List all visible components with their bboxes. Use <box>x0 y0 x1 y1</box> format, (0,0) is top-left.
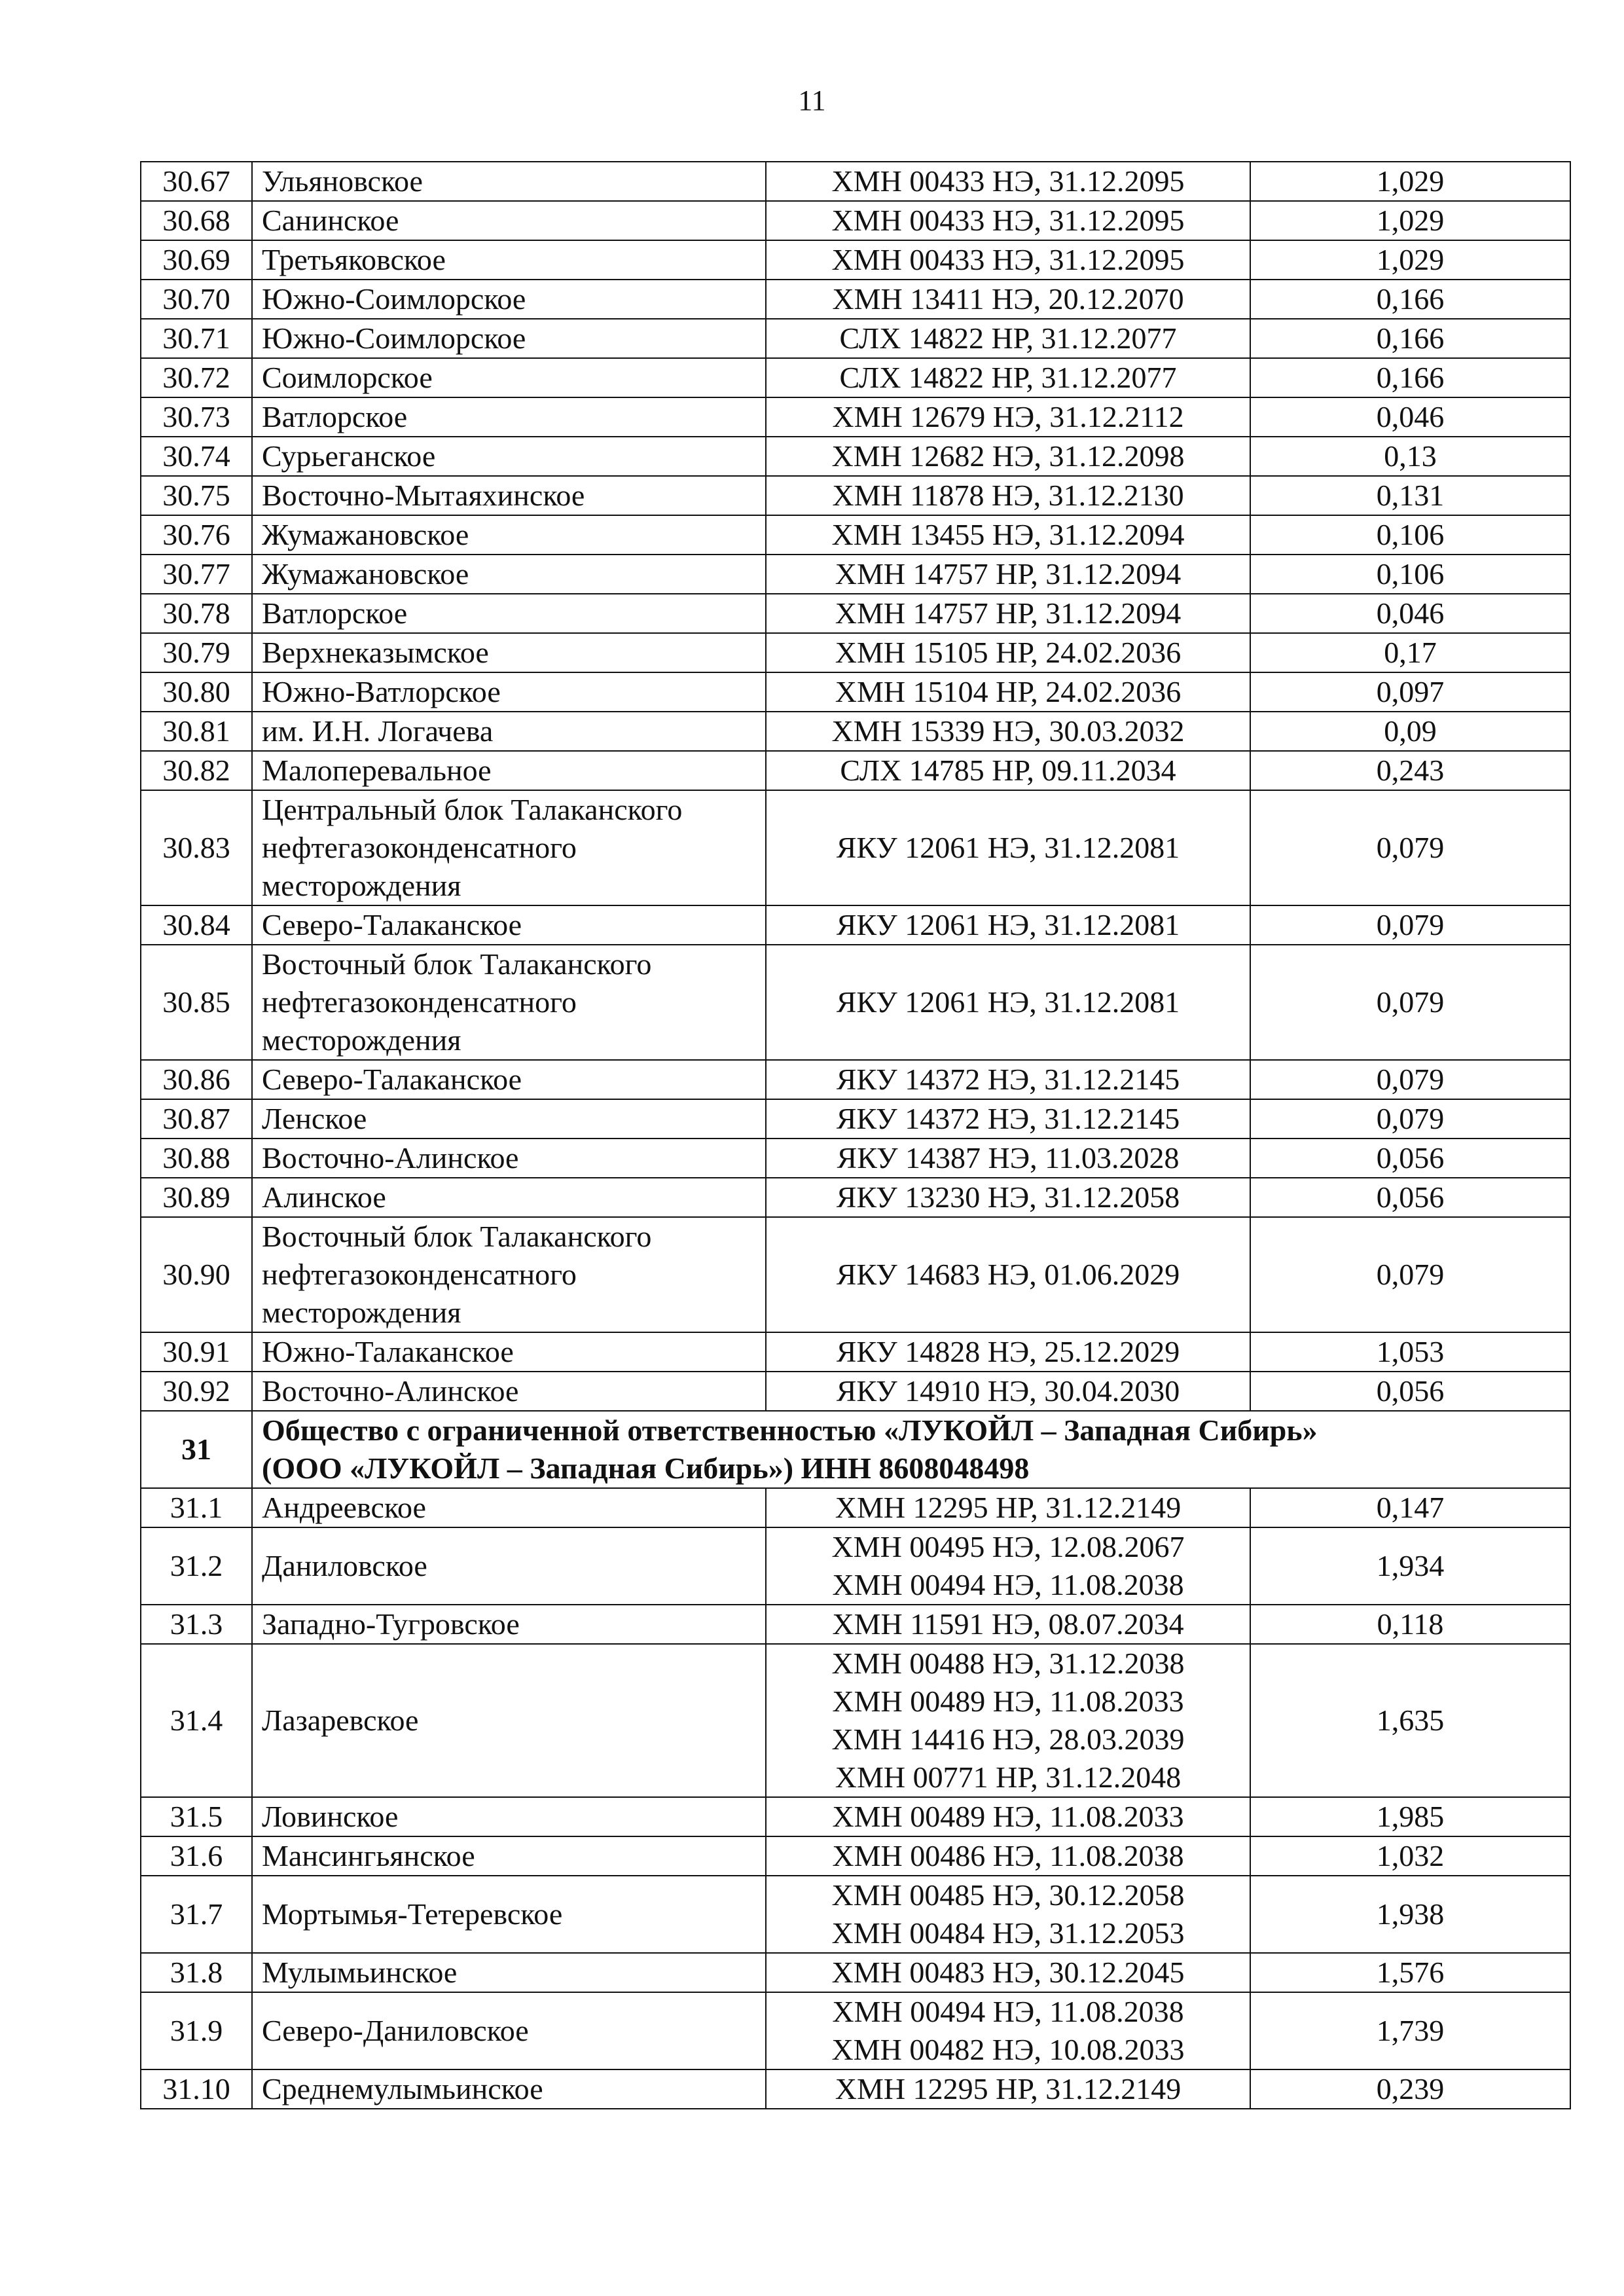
coefficient-value: 1,985 <box>1250 1797 1570 1836</box>
deposit-name-line: Северо-Талаканское <box>262 1063 522 1096</box>
table-row <box>141 1139 1570 1178</box>
license-number: ЯКУ 12061 НЭ, 31.12.2081 <box>836 985 1180 1019</box>
license-number: ЯКУ 14372 НЭ, 31.12.2145 <box>836 1102 1180 1135</box>
table-row <box>141 672 1570 712</box>
license-number: ХМН 12679 НЭ, 31.12.2112 <box>832 400 1184 433</box>
row-number: 30.72 <box>141 358 252 397</box>
deposit-name-line: Восточно-Алинское <box>262 1374 519 1408</box>
deposit-name <box>252 712 766 751</box>
license-cell <box>766 1876 1250 1953</box>
coefficient-value: 1,938 <box>1250 1876 1570 1953</box>
license-number: ЯКУ 14683 НЭ, 01.06.2029 <box>836 1258 1180 1291</box>
organization-line: (ООО «ЛУКОЙЛ – Западная Сибирь») ИНН 8608048498 <box>262 1451 1030 1485</box>
license-number: СЛХ 14822 НР, 31.12.2077 <box>839 361 1177 394</box>
table-row <box>141 790 1570 905</box>
coefficient-value: 0,131 <box>1250 476 1570 515</box>
deposit-name-line: нефтегазоконденсатного <box>262 985 577 1019</box>
deposit-name-line: Соимлорское <box>262 361 433 394</box>
license-number: ЯКУ 14910 НЭ, 30.04.2030 <box>836 1374 1180 1408</box>
coefficient-value: 0,079 <box>1250 945 1570 1060</box>
table-row <box>141 319 1570 358</box>
deposit-name-line: Санинское <box>262 204 399 237</box>
table-row <box>141 476 1570 515</box>
deposit-name-line: Южно-Соимлорское <box>262 282 526 316</box>
deposit-name-line: Мулымьинское <box>262 1956 458 1989</box>
deposit-name <box>252 2069 766 2109</box>
license-number: ХМН 00486 НЭ, 11.08.2038 <box>832 1839 1184 1872</box>
coefficient-value: 0,046 <box>1250 594 1570 633</box>
table-row <box>141 1060 1570 1099</box>
license-number: ХМН 00433 НЭ, 31.12.2095 <box>831 243 1185 276</box>
license-number: ХМН 00485 НЭ, 30.12.2058 <box>831 1878 1185 1912</box>
license-number: ХМН 11591 НЭ, 08.07.2034 <box>832 1607 1184 1641</box>
license-number: ХМН 00433 НЭ, 31.12.2095 <box>831 204 1185 237</box>
deposit-name <box>252 1992 766 2069</box>
deposit-name-line: Западно-Тугровское <box>262 1607 520 1641</box>
license-number: ХМН 12295 НР, 31.12.2149 <box>835 2072 1182 2105</box>
table-row <box>141 2069 1570 2109</box>
coefficient-value: 0,243 <box>1250 751 1570 790</box>
deposit-name <box>252 1797 766 1836</box>
row-number: 31.10 <box>141 2069 252 2109</box>
row-number: 31.5 <box>141 1797 252 1836</box>
deposit-name <box>252 1217 766 1332</box>
row-number: 30.78 <box>141 594 252 633</box>
license-cell <box>766 1836 1250 1876</box>
license-number: ХМН 00494 НЭ, 11.08.2038 <box>832 1568 1184 1601</box>
coefficient-value: 1,053 <box>1250 1332 1570 1372</box>
row-number: 30.67 <box>141 162 252 201</box>
deposit-name <box>252 162 766 201</box>
coefficient-value: 0,106 <box>1250 515 1570 555</box>
organization-row <box>141 1411 1570 1488</box>
license-number: ХМН 00488 НЭ, 31.12.2038 <box>831 1647 1185 1680</box>
license-cell <box>766 1992 1250 2069</box>
row-number: 31.3 <box>141 1605 252 1644</box>
license-cell <box>766 905 1250 945</box>
license-number: ХМН 00483 НЭ, 30.12.2045 <box>831 1956 1185 1989</box>
row-number: 30.88 <box>141 1139 252 1178</box>
row-number: 30.81 <box>141 712 252 751</box>
coefficient-value: 0,166 <box>1250 319 1570 358</box>
table-row <box>141 945 1570 1060</box>
organization-line: Общество с ограниченной ответственностью «ЛУКОЙЛ – Западная Сибирь» <box>262 1413 1318 1447</box>
table-row <box>141 1876 1570 1953</box>
row-number: 30.89 <box>141 1178 252 1217</box>
table-row <box>141 1605 1570 1644</box>
row-number: 30.74 <box>141 437 252 476</box>
deposit-name-line: месторождения <box>262 1296 461 1329</box>
deposit-name-line: Среднемулымьинское <box>262 2072 543 2105</box>
deposit-name-line: Восточно-Алинское <box>262 1141 519 1175</box>
row-number: 30.68 <box>141 201 252 240</box>
license-number: СЛХ 14822 НР, 31.12.2077 <box>839 321 1177 355</box>
license-number: ЯКУ 14828 НЭ, 25.12.2029 <box>836 1335 1180 1368</box>
row-number: 30.84 <box>141 905 252 945</box>
deposit-name-line: Восточно-Мытаяхинское <box>262 479 585 512</box>
license-cell <box>766 1644 1250 1797</box>
table-row <box>141 240 1570 280</box>
row-number: 30.83 <box>141 790 252 905</box>
row-number: 30.80 <box>141 672 252 712</box>
deposit-name-line: Верхнеказымское <box>262 636 489 669</box>
license-number: ЯКУ 14372 НЭ, 31.12.2145 <box>836 1063 1180 1096</box>
deposit-name <box>252 672 766 712</box>
deposit-name <box>252 1178 766 1217</box>
coefficient-value: 0,079 <box>1250 905 1570 945</box>
table-row <box>141 633 1570 672</box>
table-row <box>141 1797 1570 1836</box>
license-cell <box>766 515 1250 555</box>
row-number: 30.92 <box>141 1372 252 1411</box>
row-number: 31.9 <box>141 1992 252 2069</box>
row-number: 31.4 <box>141 1644 252 1797</box>
deposit-name <box>252 280 766 319</box>
license-number: ХМН 15104 НР, 24.02.2036 <box>835 675 1182 708</box>
license-number: ХМН 00494 НЭ, 11.08.2038 <box>832 1995 1184 2028</box>
coefficient-value: 0,097 <box>1250 672 1570 712</box>
license-number: ХМН 00482 НЭ, 10.08.2033 <box>831 2033 1185 2066</box>
license-cell <box>766 437 1250 476</box>
table-row <box>141 712 1570 751</box>
license-number: ХМН 11878 НЭ, 31.12.2130 <box>832 479 1184 512</box>
deposit-name <box>252 476 766 515</box>
license-cell <box>766 476 1250 515</box>
deposit-name <box>252 1953 766 1992</box>
deposit-name <box>252 555 766 594</box>
table-row <box>141 201 1570 240</box>
license-cell <box>766 945 1250 1060</box>
row-number: 30.79 <box>141 633 252 672</box>
deposit-name <box>252 905 766 945</box>
row-number: 30.70 <box>141 280 252 319</box>
row-number: 30.71 <box>141 319 252 358</box>
table-row <box>141 1836 1570 1876</box>
coefficient-value: 0,056 <box>1250 1139 1570 1178</box>
deposits-table <box>140 161 1571 2109</box>
row-number: 30.91 <box>141 1332 252 1372</box>
deposit-name-line: Ульяновское <box>262 164 423 198</box>
license-cell <box>766 1217 1250 1332</box>
deposit-name-line: месторождения <box>262 869 461 902</box>
deposit-name <box>252 633 766 672</box>
deposit-name-line: Мансингьянское <box>262 1839 475 1872</box>
deposit-name <box>252 1372 766 1411</box>
row-number: 30.86 <box>141 1060 252 1099</box>
license-cell <box>766 240 1250 280</box>
license-number: ХМН 00489 НЭ, 11.08.2033 <box>832 1800 1184 1833</box>
deposit-name-line: Южно-Талаканское <box>262 1335 514 1368</box>
row-number: 31 <box>141 1411 252 1488</box>
license-number: СЛХ 14785 НР, 09.11.2034 <box>840 754 1176 787</box>
deposit-name <box>252 1644 766 1797</box>
license-cell <box>766 633 1250 672</box>
license-number: ХМН 00433 НЭ, 31.12.2095 <box>831 164 1185 198</box>
row-number: 30.85 <box>141 945 252 1060</box>
license-cell <box>766 1797 1250 1836</box>
deposit-name <box>252 1060 766 1099</box>
deposit-name <box>252 1332 766 1372</box>
deposit-name-line: Андреевское <box>262 1491 426 1524</box>
deposit-name-line: Жумажановское <box>262 518 469 551</box>
table-row <box>141 515 1570 555</box>
row-number: 30.73 <box>141 397 252 437</box>
table-row <box>141 437 1570 476</box>
license-cell <box>766 1099 1250 1139</box>
table-row <box>141 751 1570 790</box>
coefficient-value: 0,046 <box>1250 397 1570 437</box>
row-number: 31.7 <box>141 1876 252 1953</box>
license-cell <box>766 1178 1250 1217</box>
deposit-name-line: Ватлорское <box>262 400 408 433</box>
deposit-name-line: нефтегазоконденсатного <box>262 1258 577 1291</box>
license-cell <box>766 790 1250 905</box>
row-number: 30.87 <box>141 1099 252 1139</box>
table-row <box>141 905 1570 945</box>
license-number: ХМН 13455 НЭ, 31.12.2094 <box>831 518 1185 551</box>
deposit-name-line: Центральный блок Талаканского <box>262 793 683 826</box>
page-number: 11 <box>798 84 826 117</box>
coefficient-value: 1,029 <box>1250 162 1570 201</box>
license-number: ХМН 15105 НР, 24.02.2036 <box>835 636 1182 669</box>
coefficient-value: 0,079 <box>1250 790 1570 905</box>
coefficient-value: 0,056 <box>1250 1372 1570 1411</box>
deposit-name <box>252 1099 766 1139</box>
license-cell <box>766 1332 1250 1372</box>
deposit-name <box>252 1605 766 1644</box>
deposit-name <box>252 790 766 905</box>
coefficient-value: 1,739 <box>1250 1992 1570 2069</box>
table-row <box>141 1644 1570 1797</box>
table-row <box>141 397 1570 437</box>
license-number: ХМН 00495 НЭ, 12.08.2067 <box>831 1530 1185 1563</box>
coefficient-value: 0,09 <box>1250 712 1570 751</box>
row-number: 31.6 <box>141 1836 252 1876</box>
license-cell <box>766 201 1250 240</box>
coefficient-value: 0,079 <box>1250 1099 1570 1139</box>
license-number: ЯКУ 12061 НЭ, 31.12.2081 <box>836 908 1180 941</box>
table-row <box>141 1372 1570 1411</box>
deposit-name-line: Северо-Даниловское <box>262 2014 529 2047</box>
deposit-name-line: Южно-Соимлорское <box>262 321 526 355</box>
deposit-name <box>252 240 766 280</box>
deposit-name <box>252 945 766 1060</box>
coefficient-value: 1,635 <box>1250 1644 1570 1797</box>
coefficient-value: 0,13 <box>1250 437 1570 476</box>
deposit-name <box>252 201 766 240</box>
license-number: ХМН 14757 НР, 31.12.2094 <box>835 596 1182 630</box>
deposit-name-line: Мортымья-Тетеревское <box>262 1897 563 1931</box>
row-number: 30.90 <box>141 1217 252 1332</box>
deposit-name <box>252 1836 766 1876</box>
license-cell <box>766 358 1250 397</box>
row-number: 31.1 <box>141 1488 252 1527</box>
deposit-name <box>252 751 766 790</box>
table-row <box>141 162 1570 201</box>
license-number: ХМН 00484 НЭ, 31.12.2053 <box>831 1916 1185 1950</box>
row-number: 30.77 <box>141 555 252 594</box>
license-cell <box>766 672 1250 712</box>
table-row <box>141 1488 1570 1527</box>
deposit-name-line: Ленское <box>262 1102 367 1135</box>
license-cell <box>766 594 1250 633</box>
deposit-name <box>252 397 766 437</box>
license-cell <box>766 162 1250 201</box>
organization-name <box>252 1411 1570 1488</box>
deposit-name <box>252 515 766 555</box>
coefficient-value: 0,166 <box>1250 280 1570 319</box>
table-row <box>141 555 1570 594</box>
row-number: 31.2 <box>141 1527 252 1605</box>
row-number: 30.75 <box>141 476 252 515</box>
license-cell <box>766 1372 1250 1411</box>
license-cell <box>766 751 1250 790</box>
license-cell <box>766 712 1250 751</box>
license-number: ЯКУ 12061 НЭ, 31.12.2081 <box>836 831 1180 864</box>
deposit-name <box>252 1488 766 1527</box>
coefficient-value: 0,147 <box>1250 1488 1570 1527</box>
license-number: ЯКУ 13230 НЭ, 31.12.2058 <box>836 1180 1180 1214</box>
license-cell <box>766 1139 1250 1178</box>
deposit-name <box>252 1527 766 1605</box>
row-number: 30.76 <box>141 515 252 555</box>
deposit-name-line: Третьяковское <box>262 243 446 276</box>
license-cell <box>766 1060 1250 1099</box>
license-cell <box>766 1605 1250 1644</box>
license-cell <box>766 319 1250 358</box>
coefficient-value: 0,17 <box>1250 633 1570 672</box>
coefficient-value: 1,029 <box>1250 240 1570 280</box>
deposit-name <box>252 437 766 476</box>
coefficient-value: 0,079 <box>1250 1060 1570 1099</box>
license-cell <box>766 1527 1250 1605</box>
deposit-name <box>252 1139 766 1178</box>
coefficient-value: 1,032 <box>1250 1836 1570 1876</box>
table-row <box>141 358 1570 397</box>
coefficient-value: 0,118 <box>1250 1605 1570 1644</box>
license-number: ХМН 13411 НЭ, 20.12.2070 <box>832 282 1184 316</box>
deposit-name-line: Ловинское <box>262 1800 399 1833</box>
deposit-name <box>252 594 766 633</box>
deposit-name-line: Южно-Ватлорское <box>262 675 501 708</box>
deposit-name-line: Малоперевальное <box>262 754 492 787</box>
license-number: ХМН 12682 НЭ, 31.12.2098 <box>831 439 1185 473</box>
table-row <box>141 1953 1570 1992</box>
deposit-name-line: Сурьеганское <box>262 439 436 473</box>
deposit-name-line: Восточный блок Талаканского <box>262 1220 652 1253</box>
coefficient-value: 0,239 <box>1250 2069 1570 2109</box>
row-number: 30.69 <box>141 240 252 280</box>
license-cell <box>766 2069 1250 2109</box>
coefficient-value: 0,079 <box>1250 1217 1570 1332</box>
license-number: ХМН 12295 НР, 31.12.2149 <box>835 1491 1182 1524</box>
coefficient-value: 1,934 <box>1250 1527 1570 1605</box>
deposit-name-line: Лазаревское <box>262 1704 419 1737</box>
deposit-name-line: Северо-Талаканское <box>262 908 522 941</box>
license-number: ХМН 00489 НЭ, 11.08.2033 <box>832 1685 1184 1718</box>
deposit-name <box>252 1876 766 1953</box>
table-row <box>141 280 1570 319</box>
deposit-name-line: Жумажановское <box>262 557 469 591</box>
coefficient-value: 0,166 <box>1250 358 1570 397</box>
row-number: 30.82 <box>141 751 252 790</box>
deposit-name-line: им. И.Н. Логачева <box>262 714 494 748</box>
deposit-name-line: Алинское <box>262 1180 386 1214</box>
license-cell <box>766 555 1250 594</box>
coefficient-value: 0,056 <box>1250 1178 1570 1217</box>
license-number: ХМН 00771 НР, 31.12.2048 <box>835 1760 1182 1794</box>
coefficient-value: 0,106 <box>1250 555 1570 594</box>
deposit-name-line: месторождения <box>262 1023 461 1057</box>
license-cell <box>766 280 1250 319</box>
coefficient-value: 1,576 <box>1250 1953 1570 1992</box>
deposit-name-line: нефтегазоконденсатного <box>262 831 577 864</box>
license-cell <box>766 397 1250 437</box>
table-row <box>141 1992 1570 2069</box>
license-number: ХМН 15339 НЭ, 30.03.2032 <box>831 714 1185 748</box>
deposit-name-line: Даниловское <box>262 1549 427 1582</box>
deposit-name-line: Восточный блок Талаканского <box>262 947 652 981</box>
deposit-name <box>252 358 766 397</box>
license-number: ХМН 14757 НР, 31.12.2094 <box>835 557 1182 591</box>
deposit-name-line: Ватлорское <box>262 596 408 630</box>
table-row <box>141 1332 1570 1372</box>
deposit-name <box>252 319 766 358</box>
license-number: ХМН 14416 НЭ, 28.03.2039 <box>831 1722 1185 1756</box>
license-cell <box>766 1488 1250 1527</box>
table-row <box>141 1217 1570 1332</box>
table-row <box>141 594 1570 633</box>
license-number: ЯКУ 14387 НЭ, 11.03.2028 <box>837 1141 1180 1175</box>
license-cell <box>766 1953 1250 1992</box>
table-row <box>141 1527 1570 1605</box>
coefficient-value: 1,029 <box>1250 201 1570 240</box>
table-row <box>141 1099 1570 1139</box>
row-number: 31.8 <box>141 1953 252 1992</box>
table-row <box>141 1178 1570 1217</box>
